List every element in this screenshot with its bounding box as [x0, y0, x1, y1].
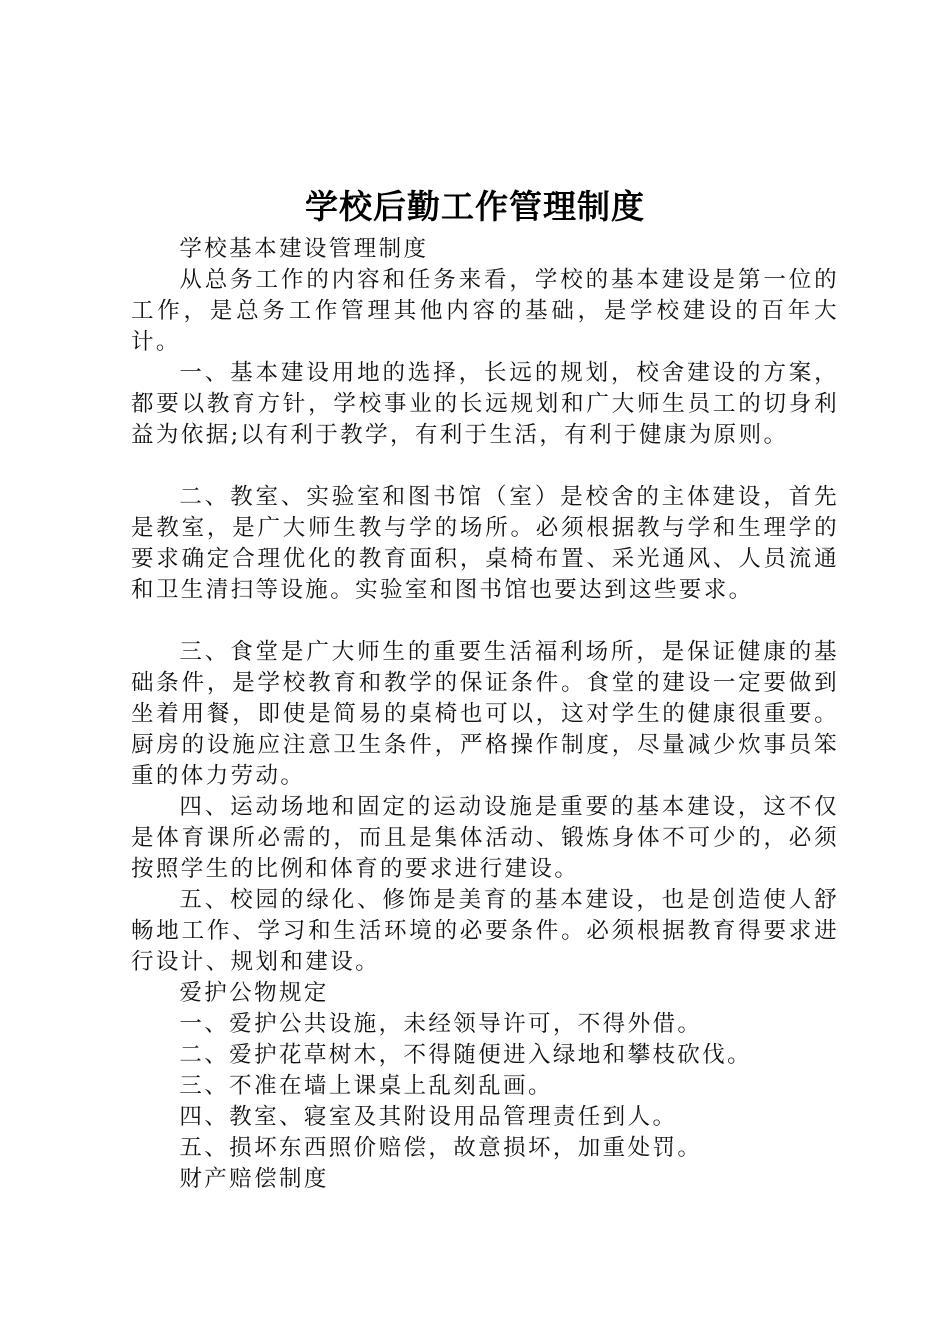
paragraph-item-5: 五、校园的绿化、修饰是美育的基本建设，也是创造使人舒畅地工作、学习和生活环境的必要条件。必须根据教育得要求进行设计、规划和建设。: [131, 887, 839, 975]
paragraph-item-2: 二、教室、实验室和图书馆（室）是校舍的主体建设，首先是教室，是广大师生教与学的场所。必须根据教与学和生理学的要求确定合理优化的教育面积，桌椅布置、采光通风、人员流通和卫生清扫等设施。实验室和图书馆也要达到这些要求。: [131, 484, 839, 603]
document-title: 学校后勤工作管理制度: [305, 187, 645, 226]
paragraph-item-1: 一、基本建设用地的选择，长远的规划，校舍建设的方案，都要以教育方针，学校事业的长远规划和广大师生员工的切身利益为依据;以有利于教学，有利于生活，有利于健康为原则。: [131, 360, 839, 448]
section-heading-compensation: 财产赔偿制度: [179, 1166, 329, 1192]
rule-item-1: 一、爱护公共设施，未经领导许可，不得外借。: [179, 1011, 703, 1037]
document-body: [131, 234, 839, 1195]
paragraph-intro: 从总务工作的内容和任务来看，学校的基本建设是第一位的工作，是总务工作管理其他内容的基础，是学校建设的百年大计。: [131, 267, 839, 355]
section-heading-public-property: 爱护公物规定: [179, 980, 329, 1006]
paragraph-item-4: 四、运动场地和固定的运动设施是重要的基本建设，这不仅是体育课所必需的，而且是集体活动、锻炼身体不可少的，必须按照学生的比例和体育的要求进行建设。: [131, 794, 839, 882]
rule-item-5: 五、损坏东西照价赔偿，故意损坏，加重处罚。: [179, 1135, 703, 1161]
rule-item-3: 三、不准在墙上课桌上乱刻乱画。: [179, 1073, 553, 1099]
rule-item-2: 二、爱护花草树木，不得随便进入绿地和攀枝砍伐。: [179, 1042, 753, 1068]
section-heading-construction: 学校基本建设管理制度: [179, 236, 429, 262]
paragraph-item-3: 三、食堂是广大师生的重要生活福利场所，是保证健康的基础条件，是学校教育和教学的保证条件。食堂的建设一定要做到坐着用餐，即使是简易的桌椅也可以，这对学生的健康很重要。厨房的设施应注意卫生条件，严格操作制度，尽量减少炊事员笨重的体力劳动。: [131, 639, 839, 789]
rule-item-4: 四、教室、寝室及其附设用品管理责任到人。: [179, 1104, 678, 1130]
